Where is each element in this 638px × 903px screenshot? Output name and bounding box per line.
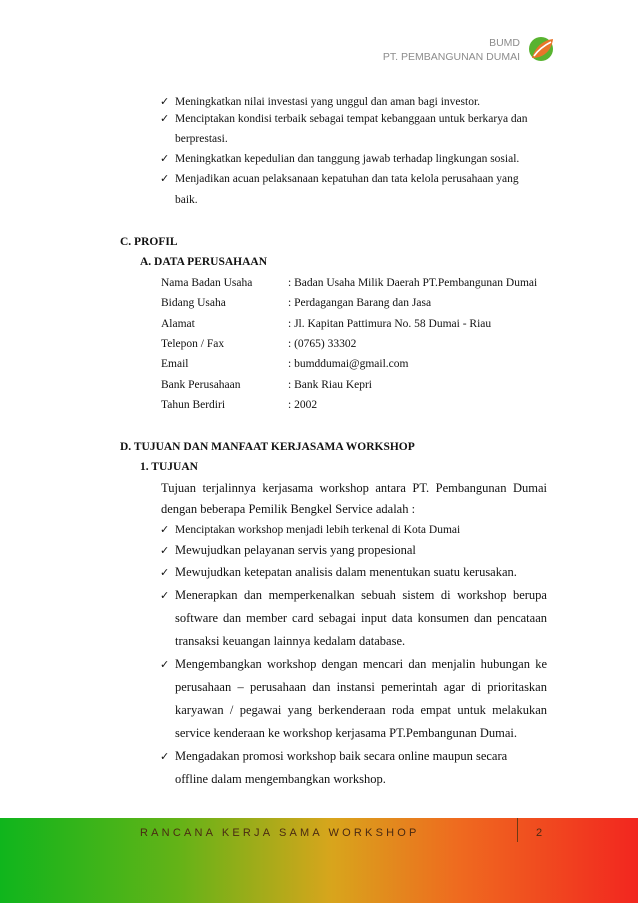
header-org-short: BUMD bbox=[489, 37, 520, 49]
footer-title: RANCANA KERJA SAMA WORKSHOP bbox=[140, 827, 420, 839]
profile-label: Nama Badan Usaha bbox=[161, 277, 253, 289]
bumd-leaf-logo bbox=[526, 34, 556, 64]
checkmark-icon: ✓ bbox=[160, 173, 170, 185]
profile-value: : bumddumai@gmail.com bbox=[288, 358, 409, 370]
section-c-subheading: A. DATA PERUSAHAAN bbox=[140, 256, 268, 268]
profile-label: Telepon / Fax bbox=[161, 338, 225, 350]
checkmark-icon: ✓ bbox=[160, 567, 170, 579]
section-c-heading: C. PROFIL bbox=[120, 236, 178, 248]
list-item: Menerapkan dan memperkenalkan sebuah sistem di workshop berupa bbox=[175, 588, 547, 602]
list-item: Meningkatkan kepedulian dan tanggung jawab terhadap lingkungan sosial. bbox=[175, 153, 520, 165]
footer-divider bbox=[517, 818, 518, 842]
checkmark-icon: ✓ bbox=[160, 659, 170, 671]
profile-label: Bidang Usaha bbox=[161, 297, 226, 309]
list-item-continuation: berprestasi. bbox=[175, 133, 228, 145]
list-item-continuation: transaksi keuangan lainnya kedalam database. bbox=[175, 634, 406, 648]
checkmark-icon: ✓ bbox=[160, 153, 170, 165]
profile-value: : (0765) 33302 bbox=[288, 338, 357, 350]
checkmark-icon: ✓ bbox=[160, 590, 170, 602]
list-item: Menciptakan kondisi terbaik sebagai tempat kebanggaan untuk berkarya dan bbox=[175, 113, 528, 125]
list-item-continuation: offline dalam mengembangkan workshop. bbox=[175, 772, 386, 786]
list-item: Menciptakan workshop menjadi lebih terkenal di Kota Dumai bbox=[175, 524, 461, 536]
list-item: Mewujudkan pelayanan servis yang propesional bbox=[175, 543, 416, 557]
profile-value: : Bank Riau Kepri bbox=[288, 379, 372, 391]
profile-label: Tahun Berdiri bbox=[161, 399, 226, 411]
checkmark-icon: ✓ bbox=[160, 751, 170, 763]
profile-label: Bank Perusahaan bbox=[161, 379, 241, 391]
list-item-continuation: software dan member card sebagai input data konsumen dan pencataan bbox=[175, 611, 547, 625]
list-item-continuation: perusahaan – perusahaan dan instansi pemerintah agar di prioritaskan bbox=[175, 680, 547, 694]
list-item: Menjadikan acuan pelaksanaan kepatuhan dan tata kelola perusahaan yang bbox=[175, 173, 519, 185]
profile-label: Alamat bbox=[161, 318, 195, 330]
checkmark-icon: ✓ bbox=[160, 524, 170, 536]
list-item-continuation: service kenderaan ke workshop kerjasama PT.Pembangunan Dumai. bbox=[175, 726, 518, 740]
section-d-heading: D. TUJUAN DAN MANFAAT KERJASAMA WORKSHOP bbox=[120, 441, 415, 453]
list-item: Mewujudkan ketepatan analisis dalam menentukan suatu kerusakan. bbox=[175, 565, 517, 579]
profile-value: : 2002 bbox=[288, 399, 318, 411]
profile-value: : Jl. Kapitan Pattimura No. 58 Dumai - Riau bbox=[288, 318, 492, 330]
profile-value: : Badan Usaha Milik Daerah PT.Pembangunan Dumai bbox=[288, 277, 538, 289]
page-number: 2 bbox=[536, 827, 543, 839]
list-item: Mengadakan promosi workshop baik secara online maupun secara bbox=[175, 749, 508, 763]
profile-label: Email bbox=[161, 358, 189, 370]
profile-value: : Perdagangan Barang dan Jasa bbox=[288, 297, 432, 309]
list-item: Mengembangkan workshop dengan mencari dan menjalin hubungan ke bbox=[175, 657, 547, 671]
checkmark-icon: ✓ bbox=[160, 113, 170, 125]
list-item-continuation: baik. bbox=[175, 194, 198, 206]
checkmark-icon: ✓ bbox=[160, 96, 170, 108]
intro-text: dengan beberapa Pemilik Bengkel Service adalah : bbox=[161, 502, 416, 516]
header-org-name: PT. PEMBANGUNAN DUMAI bbox=[382, 51, 520, 63]
section-d-subheading: 1. TUJUAN bbox=[140, 461, 198, 473]
list-item-continuation: karyawan / pegawai yang berkenderaan roda empat untuk melakukan bbox=[175, 703, 547, 717]
checkmark-icon: ✓ bbox=[160, 545, 170, 557]
list-item: Meningkatkan nilai investasi yang unggul dan aman bagi investor. bbox=[175, 96, 481, 108]
intro-text: Tujuan terjalinnya kerjasama workshop antara PT. Pembangunan Dumai bbox=[161, 481, 547, 495]
